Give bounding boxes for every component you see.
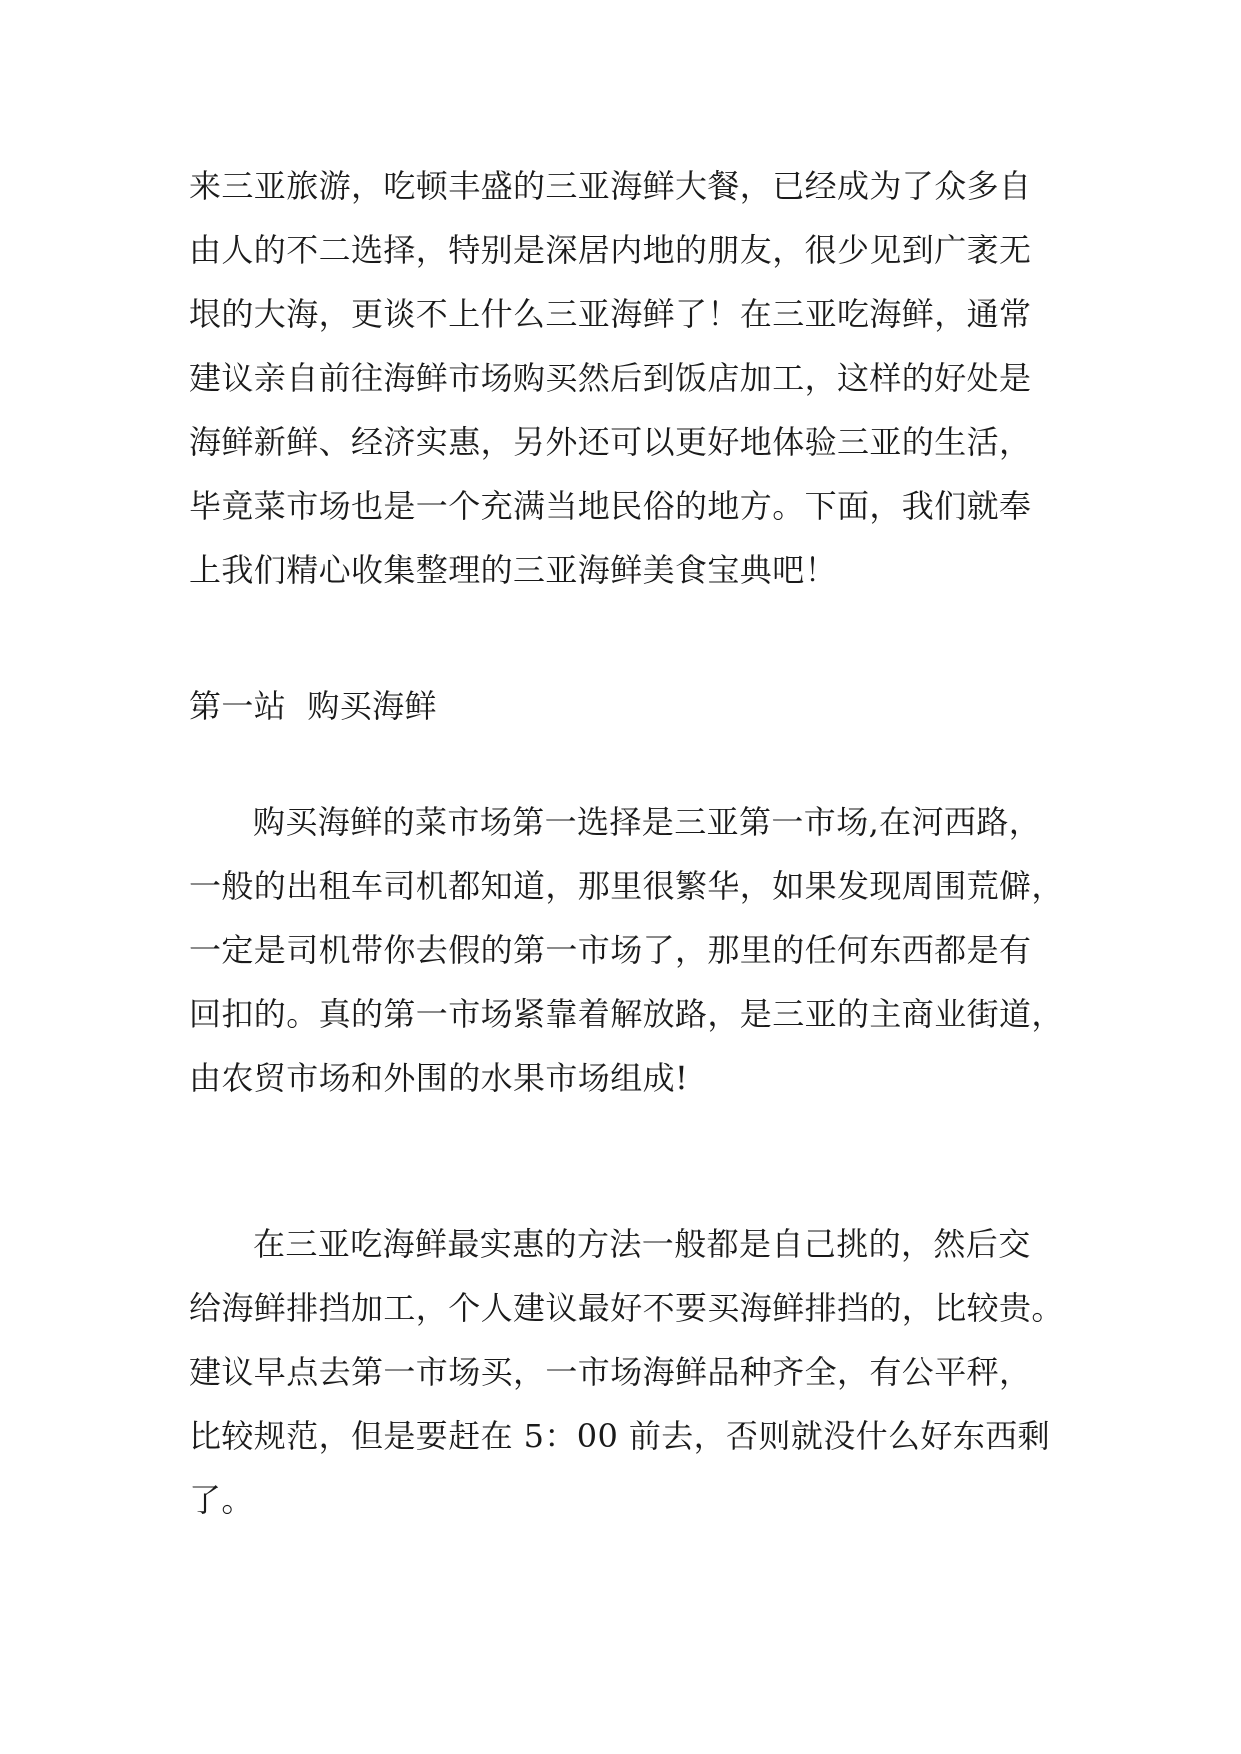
text-line: 购买海鲜的菜市场第一选择是三亚第一市场,在河西路， — [253, 803, 1042, 841]
intro-paragraph — [189, 154, 1059, 602]
text-line: 由农贸市场和外围的水果市场组成! — [189, 1059, 689, 1097]
text-line: 建议早点去第一市场买，一市场海鲜品种齐全，有公平秤， — [189, 1353, 1032, 1391]
text-line: 给海鲜排挡加工，个人建议最好不要买海鲜排挡的，比较贵。 — [189, 1289, 1064, 1327]
text-line: 建议亲自前往海鲜市场购买然后到饭店加工，这样的好处是 — [189, 359, 1032, 397]
market-paragraph — [189, 790, 1064, 1110]
text-line: 一般的出租车司机都知道，那里很繁华，如果发现周围荒僻， — [189, 867, 1064, 905]
section-heading — [189, 674, 1059, 738]
tips-paragraph — [189, 1212, 1064, 1532]
text-line: 比较规范，但是要赶在 5：00 前去，否则就没什么好东西剩 — [189, 1417, 1051, 1455]
text-line: 垠的大海，更谈不上什么三亚海鲜了！在三亚吃海鲜，通常 — [189, 295, 1032, 333]
text-line: 由人的不二选择，特别是深居内地的朋友，很少见到广袤无 — [189, 231, 1032, 269]
section-heading-text: 第一站 购买海鲜 — [189, 687, 437, 725]
text-line: 了。 — [189, 1481, 254, 1519]
text-line: 上我们精心收集整理的三亚海鲜美食宝典吧！ — [189, 551, 838, 589]
text-line: 一定是司机带你去假的第一市场了，那里的任何东西都是有 — [189, 931, 1032, 969]
text-line: 来三亚旅游，吃顿丰盛的三亚海鲜大餐，已经成为了众多自 — [189, 167, 1032, 205]
text-line: 回扣的。真的第一市场紧靠着解放路，是三亚的主商业街道， — [189, 995, 1064, 1033]
text-line: 海鲜新鲜、经济实惠，另外还可以更好地体验三亚的生活， — [189, 423, 1032, 461]
text-line: 毕竟菜市场也是一个充满当地民俗的地方。下面，我们就奉 — [189, 487, 1032, 525]
text-line: 在三亚吃海鲜最实惠的方法一般都是自己挑的，然后交 — [253, 1225, 1031, 1263]
